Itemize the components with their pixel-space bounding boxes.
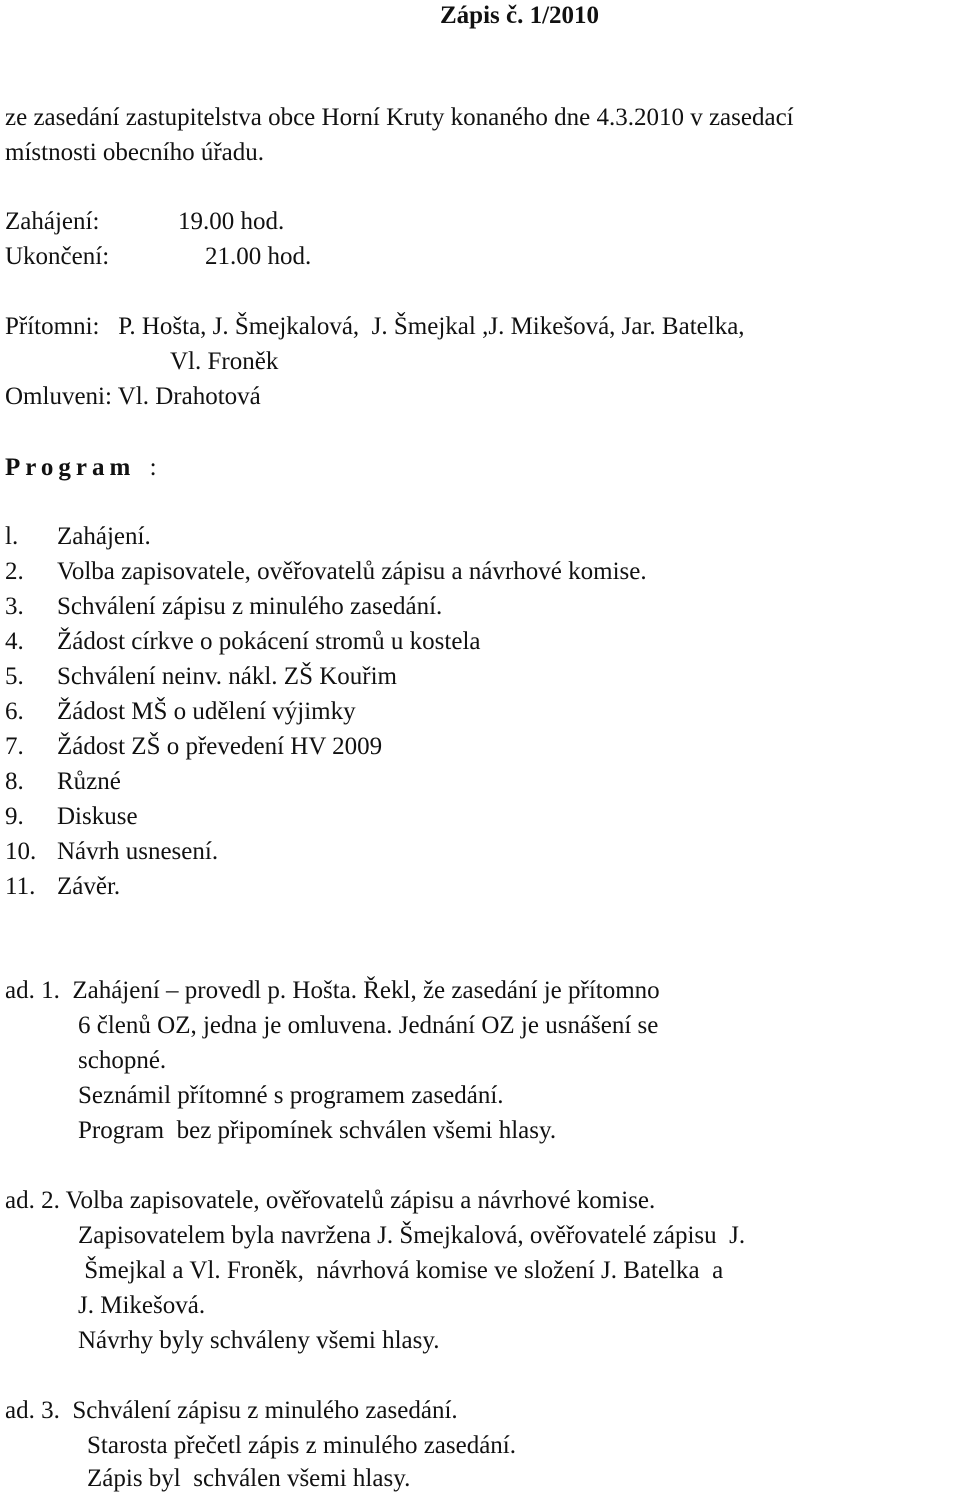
program-heading-row xyxy=(5,450,157,485)
program-item-text: Žádost ZŠ o převedení HV 2009 xyxy=(57,733,383,760)
program-item xyxy=(5,589,442,624)
end-time-label: Ukončení: xyxy=(5,243,110,270)
ad1-line: 6 členů OZ, jedna je omluvena. Jednání OZ je usnášení se xyxy=(78,1012,659,1039)
program-item xyxy=(5,729,382,764)
ad2-line: Zapisovatelem byla navržena J. Šmejkalová, ověřovatelé zápisu J. xyxy=(78,1222,746,1249)
ad1-line: Seznámil přítomné s programem zasedání. xyxy=(78,1082,504,1109)
program-item-number: 8. xyxy=(5,768,24,795)
program-item xyxy=(5,624,481,659)
program-item-number: 4. xyxy=(5,628,24,655)
end-time-row xyxy=(5,239,311,274)
program-item-text: Volba zapisovatele, ověřovatelů zápisu a návrhové komise. xyxy=(57,558,647,585)
program-heading: Program xyxy=(5,454,136,481)
program-item-text: Žádost MŠ o udělení výjimky xyxy=(57,698,356,725)
program-item-text: Návrh usnesení. xyxy=(57,838,219,865)
program-item-number: 10. xyxy=(5,838,37,865)
program-item-number: 2. xyxy=(5,558,24,585)
present-line-1: Přítomni: P. Hošta, J. Šmejkalová, J. Šmejkal ,J. Mikešová, Jar. Batelka, xyxy=(5,313,745,340)
program-item xyxy=(5,554,647,589)
program-item-text: Diskuse xyxy=(57,803,138,830)
program-item-text: Žádost církve o pokácení stromů u kostela xyxy=(57,628,481,655)
intro-line-1: ze zasedání zastupitelstva obce Horní Kruty konaného dne 4.3.2010 v zasedací xyxy=(5,104,794,131)
program-item-number: 7. xyxy=(5,733,24,760)
program-heading-colon: : xyxy=(149,454,157,481)
excused-line: Omluveni: Vl. Drahotová xyxy=(5,383,261,410)
start-time-label: Zahájení: xyxy=(5,208,100,235)
program-item-text: Zahájení. xyxy=(57,523,151,550)
ad2-line: Šmejkal a Vl. Froněk, návrhová komise ve složení J. Batelka a xyxy=(78,1257,724,1284)
ad1-line: schopné. xyxy=(78,1047,167,1074)
ad1-heading: ad. 1. Zahájení – provedl p. Hošta. Řekl, že zasedání je přítomno xyxy=(5,977,660,1004)
ad3-heading: ad. 3. Schválení zápisu z minulého zasedání. xyxy=(5,1397,458,1424)
document-title: Zápis č. 1/2010 xyxy=(440,2,600,29)
program-item xyxy=(5,519,151,554)
ad3-line: Zápis byl schválen všemi hlasy. xyxy=(87,1465,411,1492)
start-time-value: 19.00 hod. xyxy=(178,208,285,235)
program-item-number: 5. xyxy=(5,663,24,690)
program-item xyxy=(5,799,138,834)
ad1-line: Program bez připomínek schválen všemi hlasy. xyxy=(78,1117,557,1144)
present-line-2: Vl. Froněk xyxy=(170,348,279,375)
ad2-line: Návrhy byly schváleny všemi hlasy. xyxy=(78,1327,440,1354)
program-item xyxy=(5,869,120,904)
program-item-number: l. xyxy=(5,523,19,550)
program-item-number: 3. xyxy=(5,593,24,620)
program-item xyxy=(5,659,397,694)
program-item-text: Různé xyxy=(57,768,121,795)
ad2-heading: ad. 2. Volba zapisovatele, ověřovatelů zápisu a návrhové komise. xyxy=(5,1187,656,1214)
program-item xyxy=(5,764,121,799)
ad3-line: Starosta přečetl zápis z minulého zasedání. xyxy=(87,1432,517,1459)
end-time-value: 21.00 hod. xyxy=(205,243,312,270)
program-item xyxy=(5,694,356,729)
program-item-number: 6. xyxy=(5,698,24,725)
start-time-row xyxy=(5,204,284,239)
program-item-text: Schválení zápisu z minulého zasedání. xyxy=(57,593,443,620)
program-item-text: Závěr. xyxy=(57,873,121,900)
ad2-line: J. Mikešová. xyxy=(78,1292,206,1319)
program-item-text: Schválení neinv. nákl. ZŠ Kouřim xyxy=(57,663,397,690)
intro-line-2: místnosti obecního úřadu. xyxy=(5,139,264,166)
program-item-number: 9. xyxy=(5,803,24,830)
program-item-number: 11. xyxy=(5,873,36,900)
program-item xyxy=(5,834,218,869)
